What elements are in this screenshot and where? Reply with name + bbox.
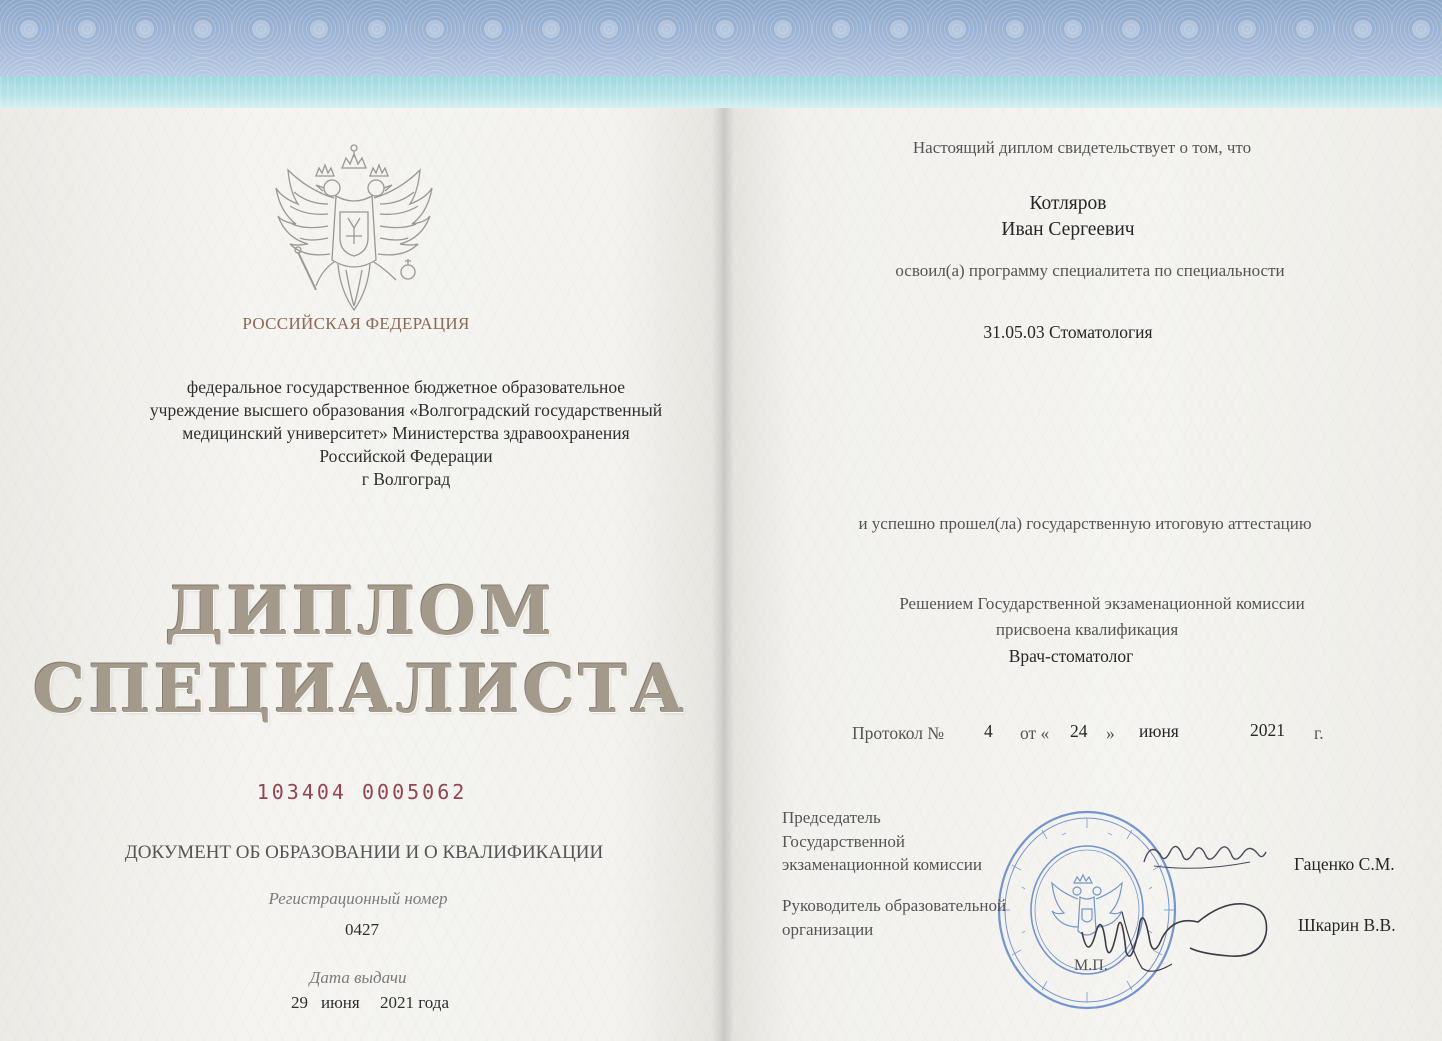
qualification-assigned-label: присвоена квалификация	[995, 620, 1179, 639]
graduate-surname: Котляров	[1029, 193, 1107, 214]
protocol-month: июня	[1139, 721, 1179, 741]
qualification: Врач-стоматолог	[1008, 646, 1134, 666]
registration-number: 0427	[345, 920, 379, 939]
head-name: Шкарин В.В.	[1298, 915, 1396, 935]
protocol-number: 4	[984, 721, 993, 741]
protocol-year: 2021	[1250, 720, 1285, 740]
seal-label: М.П.	[1074, 957, 1108, 974]
country-name: РОССИЙСКАЯ ФЕДЕРАЦИЯ	[242, 314, 470, 333]
russian-coat-of-arms-icon	[268, 140, 440, 318]
institution-line: Российской Федерации	[319, 446, 493, 466]
program-statement: освоил(а) программу специалитета по специальности	[895, 261, 1285, 280]
protocol-from-label: от «	[1020, 723, 1050, 743]
diploma-title-line1: ДИПЛОМ	[164, 572, 556, 650]
document-type: ДОКУМЕНТ ОБ ОБРАЗОВАНИИ И О КВАЛИФИКАЦИИ	[124, 842, 604, 863]
diploma-title-line2: СПЕЦИАЛИСТА	[32, 650, 688, 728]
guilloche-band	[0, 0, 1442, 108]
head-title-line: Руководитель образовательной	[782, 896, 1007, 915]
specialty: 31.05.03 Стоматология	[983, 322, 1153, 342]
head-title-line: организации	[782, 920, 874, 939]
guilloche-band-blue	[0, 0, 1442, 76]
attestation-statement: и успешно прошел(ла) государственную итоговую аттестацию	[858, 514, 1312, 533]
guilloche-band-cyan	[0, 76, 1442, 108]
issue-date-label: Дата выдачи	[309, 968, 407, 987]
graduate-given-names: Иван Сергеевич	[1001, 219, 1135, 240]
institution-line: федеральное государственное бюджетное образовательное	[186, 377, 626, 397]
chair-title-line: Председатель	[782, 808, 881, 827]
protocol-day: 24	[1070, 721, 1088, 741]
certification-intro: Настоящий диплом свидетельствует о том, что	[912, 138, 1252, 157]
institution-city: г Волгоград	[361, 469, 451, 489]
issue-date-day: 29	[291, 993, 308, 1012]
right-page	[722, 0, 1442, 1041]
institution-line: медицинский университет» Министерства здравоохранения	[182, 423, 630, 443]
protocol-label: Протокол №	[852, 723, 945, 743]
registration-label: Регистрационный номер	[268, 889, 448, 908]
commission-decision: Решением Государственной экзаменационной комиссии	[899, 594, 1305, 613]
protocol-quote-close: »	[1106, 723, 1115, 743]
spine-fold	[712, 0, 734, 1041]
chair-title-line: Государственной	[782, 832, 905, 851]
institution-name	[96, 376, 716, 491]
serial-number: 103404 0005062	[256, 780, 468, 804]
issue-date-month: июня	[321, 993, 360, 1012]
protocol-year-suffix: г.	[1314, 723, 1324, 743]
chair-title-line: экзаменационной комиссии	[782, 855, 982, 874]
issue-date-year: 2021 года	[380, 993, 450, 1012]
chair-name: Гаценко С.М.	[1294, 854, 1395, 874]
institution-line: учреждение высшего образования «Волгоградский государственный	[149, 400, 663, 420]
chair-signature	[1140, 832, 1270, 882]
